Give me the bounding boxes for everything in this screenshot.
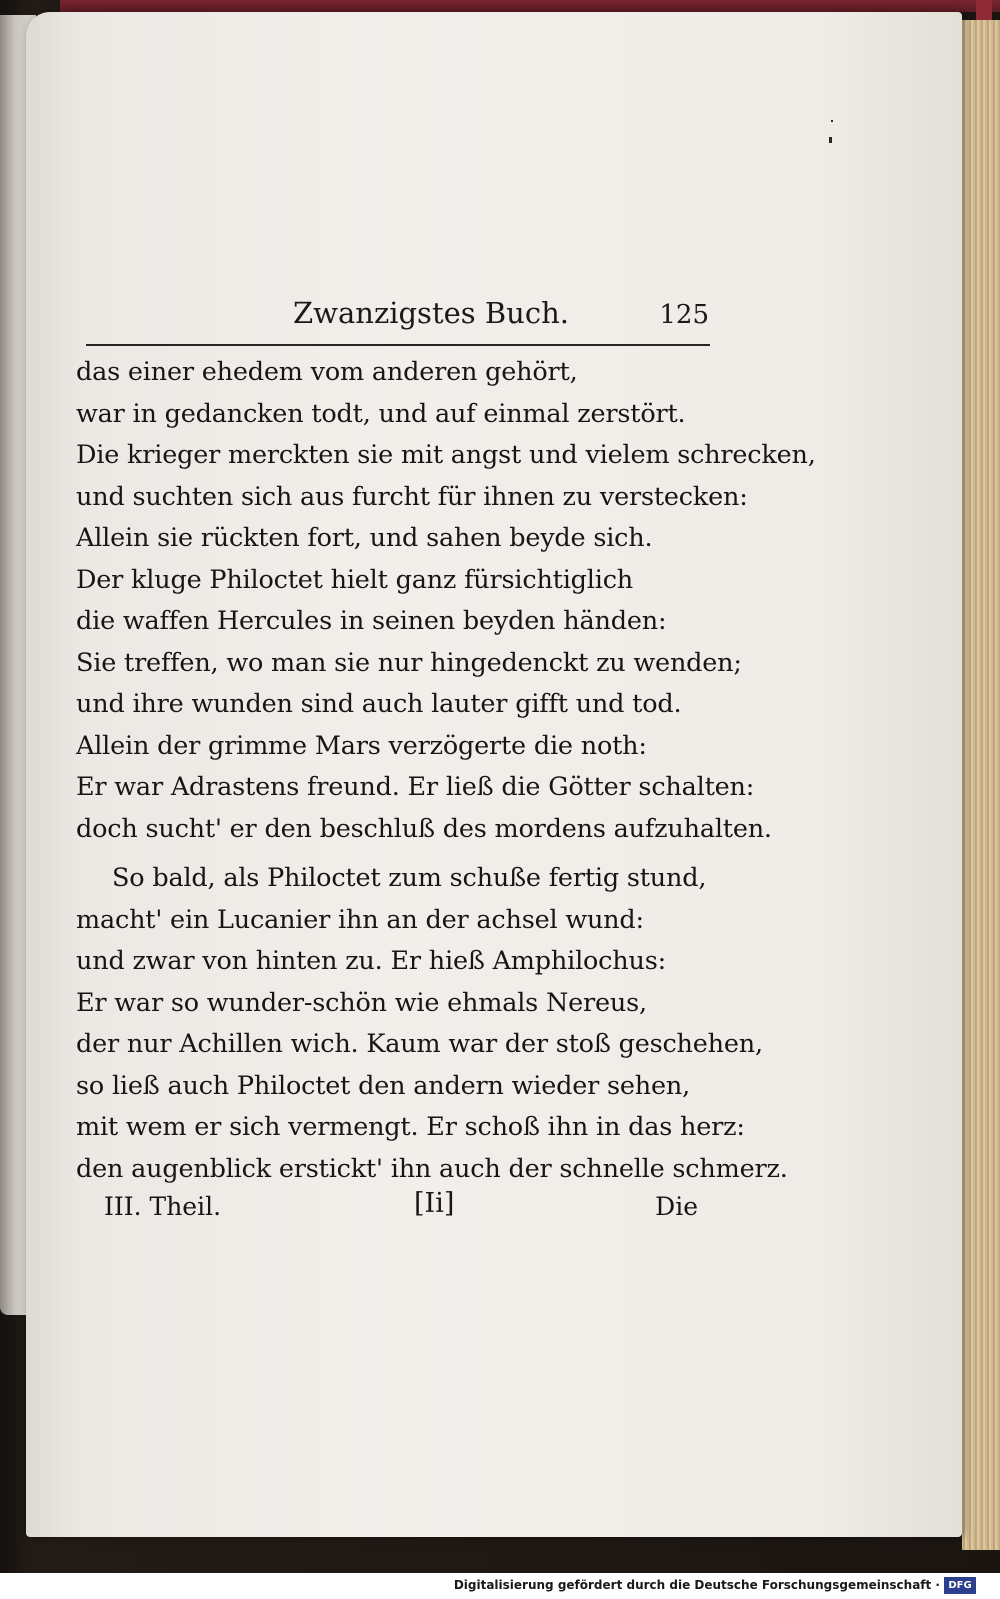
verse-line: So bald, als Philoctet zum schuße fertig stund, — [112, 863, 707, 893]
page-number: 125 — [659, 300, 709, 330]
verse-line: macht' ein Lucanier ihn an der achsel wund: — [76, 904, 644, 935]
verse-line: das einer ehedem vom anderen gehört, — [76, 357, 578, 387]
verse-line: Die krieger merckten sie mit angst und vielem schrecken, — [76, 440, 816, 470]
verse-line: die waffen Hercules in seinen beyden händen: — [76, 606, 667, 636]
verse-block — [76, 352, 816, 1190]
page-footer — [104, 1184, 704, 1228]
credit-bar — [0, 1573, 1000, 1599]
verse-line: Allein der grimme Mars verzögerte die noth: — [76, 730, 647, 761]
verse-line: und suchten sich aus furcht für ihnen zu verstecken: — [76, 481, 748, 512]
verse-line: Allein sie rückten fort, und sahen beyde sich. — [76, 523, 653, 553]
verse-line: den augenblick erstickt' ihn auch der schnelle schmerz. — [76, 1153, 788, 1184]
verse-line: mit wem er sich vermengt. Er schoß ihn in das herz: — [76, 1112, 745, 1142]
volume-part: III. Theil. — [104, 1192, 222, 1221]
header-rule — [86, 344, 710, 346]
dfg-logo-icon: DFG — [944, 1577, 976, 1594]
verse-line: so ließ auch Philoctet den andern wieder sehen, — [76, 1070, 691, 1101]
verse-line: Der kluge Philoctet hielt ganz fürsichtiglich — [76, 564, 634, 595]
page-header — [88, 296, 713, 344]
catchword: Die — [655, 1192, 698, 1221]
verse-line: und zwar von hinten zu. Er hieß Amphilochus: — [76, 946, 666, 976]
book-top-edge — [60, 0, 1000, 12]
ink-speck — [831, 120, 833, 122]
page-stack-edge — [962, 20, 1000, 1550]
verse-line: Er war Adrastens freund. Er ließ die Götter schalten: — [76, 772, 755, 802]
funding-credit: Digitalisierung gefördert durch die Deutsche Forschungsgemeinschaft · — [453, 1578, 940, 1592]
verse-line: der nur Achillen wich. Kaum war der stoß geschehen, — [76, 1029, 763, 1059]
verse-line: doch sucht' er den beschluß des mordens aufzuhalten. — [76, 813, 772, 844]
verse-line: Er war so wunder-schön wie ehmals Nereus, — [76, 987, 647, 1018]
ink-speck — [829, 137, 832, 143]
signature-mark: [Ii] — [414, 1188, 455, 1219]
running-title: Zwanzigstes Buch. — [293, 296, 569, 330]
verse-line: Sie treffen, wo man sie nur hingedenckt zu wenden; — [76, 647, 742, 678]
verse-line: war in gedancken todt, und auf einmal zerstört. — [76, 398, 686, 429]
verse-line: und ihre wunden sind auch lauter gifft und tod. — [76, 689, 682, 719]
